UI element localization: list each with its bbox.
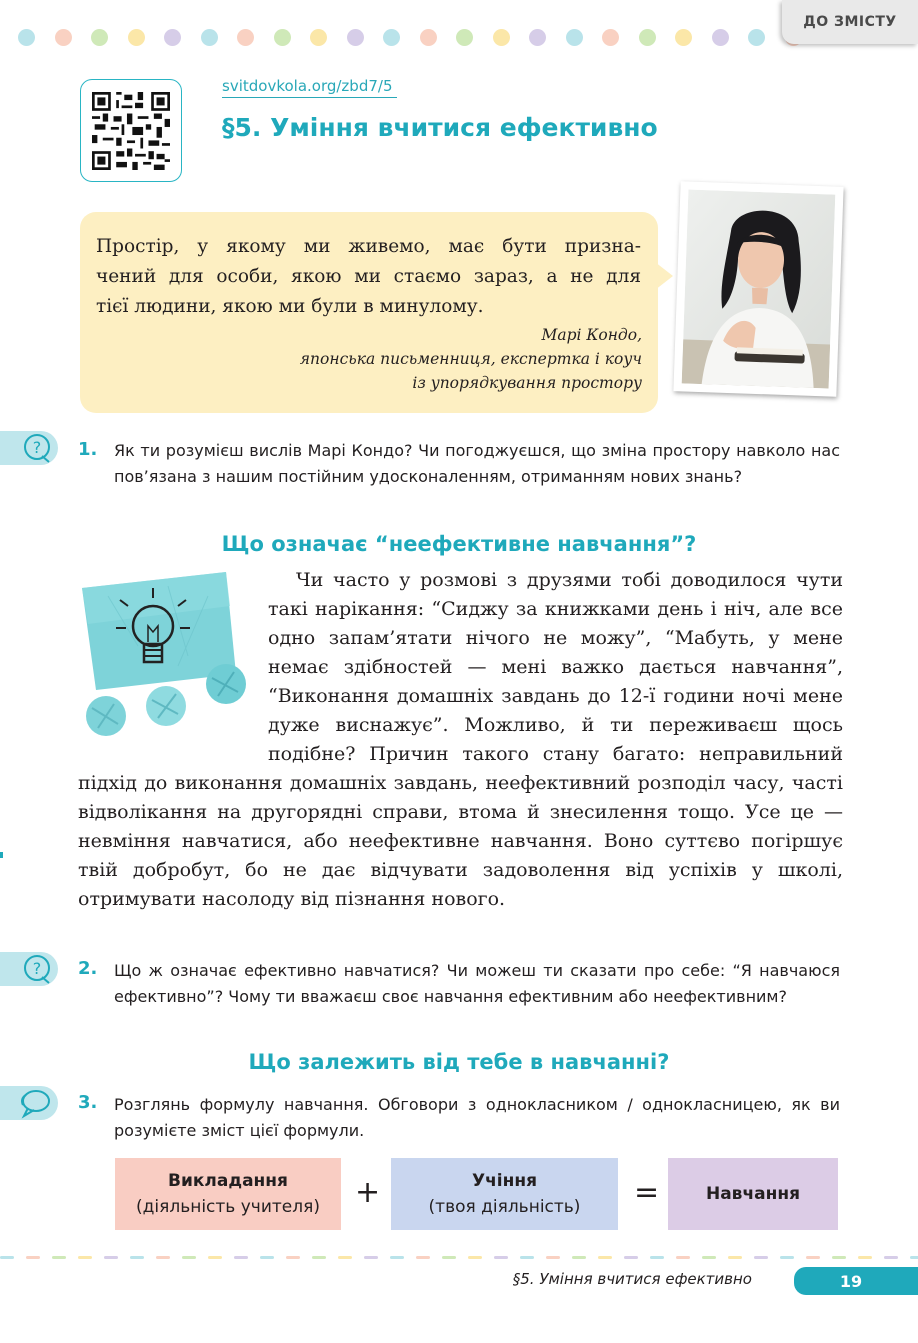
question-number: 3. bbox=[78, 1092, 98, 1113]
lightbulb-paper-illustration bbox=[78, 566, 266, 755]
footer-dash-segment bbox=[182, 1256, 196, 1259]
formula-learning-box bbox=[391, 1158, 618, 1230]
decorative-dot bbox=[347, 29, 364, 46]
footer-dash-segment bbox=[130, 1256, 144, 1259]
footer-dash-segment bbox=[442, 1256, 456, 1259]
side-marker bbox=[0, 852, 3, 858]
resource-link[interactable]: svitdovkola.org/zbd7/5 bbox=[222, 77, 397, 98]
footer-dash-segment bbox=[312, 1256, 326, 1259]
footer-dash-segment bbox=[260, 1256, 274, 1259]
footer-dash-segment bbox=[52, 1256, 66, 1259]
decorative-dot bbox=[675, 29, 692, 46]
footer-dash-segment bbox=[676, 1256, 690, 1259]
footer-dash-segment bbox=[624, 1256, 638, 1259]
quote-author-desc: із упорядкування простору bbox=[412, 374, 642, 392]
quote-line: тієї людини, якою ми були в минулому. bbox=[96, 296, 484, 317]
footer-dash-segment bbox=[208, 1256, 222, 1259]
quote-line: чений для особи, якою ми стаємо зараз, а не для bbox=[96, 266, 641, 287]
decorative-dot bbox=[164, 29, 181, 46]
footer-dash-segment bbox=[104, 1256, 118, 1259]
footer-dash-segment bbox=[234, 1256, 248, 1259]
footer-dash-segment bbox=[78, 1256, 92, 1259]
footer-dash-segment bbox=[520, 1256, 534, 1259]
decorative-dot bbox=[310, 29, 327, 46]
decorative-dot bbox=[529, 29, 546, 46]
quote-author-name: Марі Кондо, bbox=[541, 326, 642, 344]
table-of-contents-button[interactable]: ДО ЗМІСТУ bbox=[782, 0, 918, 44]
footer-dash-segment bbox=[780, 1256, 794, 1259]
formula-term-desc: (діяльність учителя) bbox=[136, 1197, 320, 1217]
footer-dash-segment bbox=[338, 1256, 352, 1259]
decorative-dot bbox=[712, 29, 729, 46]
footer-dash-segment bbox=[858, 1256, 872, 1259]
question-number: 2. bbox=[78, 958, 98, 979]
decorative-dot bbox=[201, 29, 218, 46]
footer-dash-segment bbox=[910, 1256, 918, 1259]
svg-text:?: ? bbox=[32, 959, 42, 978]
decorative-dot bbox=[18, 29, 35, 46]
discussion-marker bbox=[0, 1086, 58, 1120]
question-marker bbox=[0, 431, 58, 465]
decorative-dot bbox=[237, 29, 254, 46]
footer-dash-segment bbox=[364, 1256, 378, 1259]
footer-dash-segment bbox=[494, 1256, 508, 1259]
footer-dash-segment bbox=[0, 1256, 14, 1259]
decorative-dot bbox=[602, 29, 619, 46]
footer-dash-segment bbox=[156, 1256, 170, 1259]
footer-dash-segment bbox=[416, 1256, 430, 1259]
equals-sign: = bbox=[634, 1175, 660, 1210]
decorative-dots bbox=[18, 29, 778, 49]
formula-term-desc: (твоя діяльність) bbox=[428, 1197, 581, 1217]
quote-author-desc: японська письменниця, експертка і коуч bbox=[299, 350, 642, 368]
decorative-dot bbox=[128, 29, 145, 46]
discussion-icon bbox=[18, 1087, 52, 1119]
question-number: 1. bbox=[78, 439, 98, 460]
decorative-dot bbox=[456, 29, 473, 46]
plus-sign: + bbox=[355, 1175, 381, 1210]
question-text: Розглянь формулу навчання. Обговори з однокласником / однокласницею, як ви розумієте зміст цієї формули. bbox=[114, 1095, 840, 1140]
question-marker bbox=[0, 952, 58, 986]
decorative-dot bbox=[55, 29, 72, 46]
question-text: Що ж означає ефективно навчатися? Чи можеш ти сказати про себе: “Я навчаюся ефективно”? Чому ти вважаєш своє навчання ефективним або неефективним? bbox=[114, 961, 840, 1006]
footer-dash-segment bbox=[468, 1256, 482, 1259]
formula-teaching-box bbox=[115, 1158, 341, 1230]
body-paragraph-text: Чи часто у розмові з друзями тобі доводилося чути такі нарікання: “Сиджу за книжками день і ніч, але все одно запам’ятати нічого не можу”, “Мабуть, у мене немає здібностей — мені важко дається навчання”, “Виконання домашніх завдань до 12-ї години ночі мене дуже виснажує”. Можливо, й ти переживаєш щось подібне? Причин такого стану багато: неправильний підхід до виконання домашніх завдань, неефективний розподіл часу, часті відволікання на другорядні справи, втома й знесилення тощо. Усе це — невміння навчатися, або неефективне навчання. Воно суттєво погіршує твій добробут, бо не дає відчувати задоволення від успіхів у школі, отримувати насолоду від пізнання нового. bbox=[78, 569, 843, 910]
formula-result-box bbox=[668, 1158, 838, 1230]
formula-term: Навчання bbox=[705, 1184, 800, 1204]
footer-dash-segment bbox=[598, 1256, 612, 1259]
formula-term: Викладання bbox=[168, 1171, 288, 1191]
decorative-dot bbox=[420, 29, 437, 46]
question-icon bbox=[22, 953, 52, 985]
author-photo bbox=[673, 181, 843, 397]
svg-text:?: ? bbox=[32, 438, 42, 457]
qr-code-icon bbox=[92, 92, 170, 170]
page-title: §5. Уміння вчитися ефективно bbox=[222, 113, 658, 142]
footer-dash-segment bbox=[650, 1256, 664, 1259]
footer-dash-segment bbox=[286, 1256, 300, 1259]
quote-bubble-tail bbox=[655, 262, 673, 290]
decorative-dot bbox=[91, 29, 108, 46]
footer-section-title: §5. Уміння вчитися ефективно bbox=[512, 1270, 752, 1288]
decorative-dot bbox=[383, 29, 400, 46]
question-text: Як ти розумієш вислів Марі Кондо? Чи погоджуєшся, що зміна простору навколо нас пов’язана з нашим постійним удосконаленням, отриманням нових знань? bbox=[114, 441, 840, 486]
footer-dash-segment bbox=[390, 1256, 404, 1259]
quote-text bbox=[96, 232, 641, 322]
footer-dash-segment bbox=[728, 1256, 742, 1259]
quote-author bbox=[300, 323, 642, 395]
decorative-dot bbox=[493, 29, 510, 46]
footer-dash-segment bbox=[884, 1256, 898, 1259]
qr-code bbox=[80, 79, 182, 182]
footer-divider bbox=[0, 1256, 918, 1260]
decorative-dot bbox=[748, 29, 765, 46]
section-heading: Що означає “неефективне навчання”? bbox=[221, 532, 697, 556]
footer-dash-segment bbox=[702, 1256, 716, 1259]
question-icon bbox=[22, 432, 52, 464]
footer-dash-segment bbox=[806, 1256, 820, 1259]
footer-dash-segment bbox=[26, 1256, 40, 1259]
portrait-photo bbox=[682, 189, 836, 388]
footer-dash-segment bbox=[754, 1256, 768, 1259]
decorative-dot bbox=[639, 29, 656, 46]
formula-term: Учіння bbox=[471, 1171, 537, 1191]
page-number: 19 bbox=[794, 1267, 918, 1295]
body-paragraph bbox=[78, 566, 843, 914]
footer-dash-segment bbox=[832, 1256, 846, 1259]
lightbulb-icon bbox=[78, 566, 264, 754]
section-heading: Що залежить від тебе в навчанні? bbox=[248, 1050, 670, 1074]
decorative-dot bbox=[566, 29, 583, 46]
quote-line: Простір, у якому ми живемо, має бути призна- bbox=[96, 236, 641, 257]
decorative-dot bbox=[274, 29, 291, 46]
footer-dash-segment bbox=[572, 1256, 586, 1259]
footer-dash-segment bbox=[546, 1256, 560, 1259]
